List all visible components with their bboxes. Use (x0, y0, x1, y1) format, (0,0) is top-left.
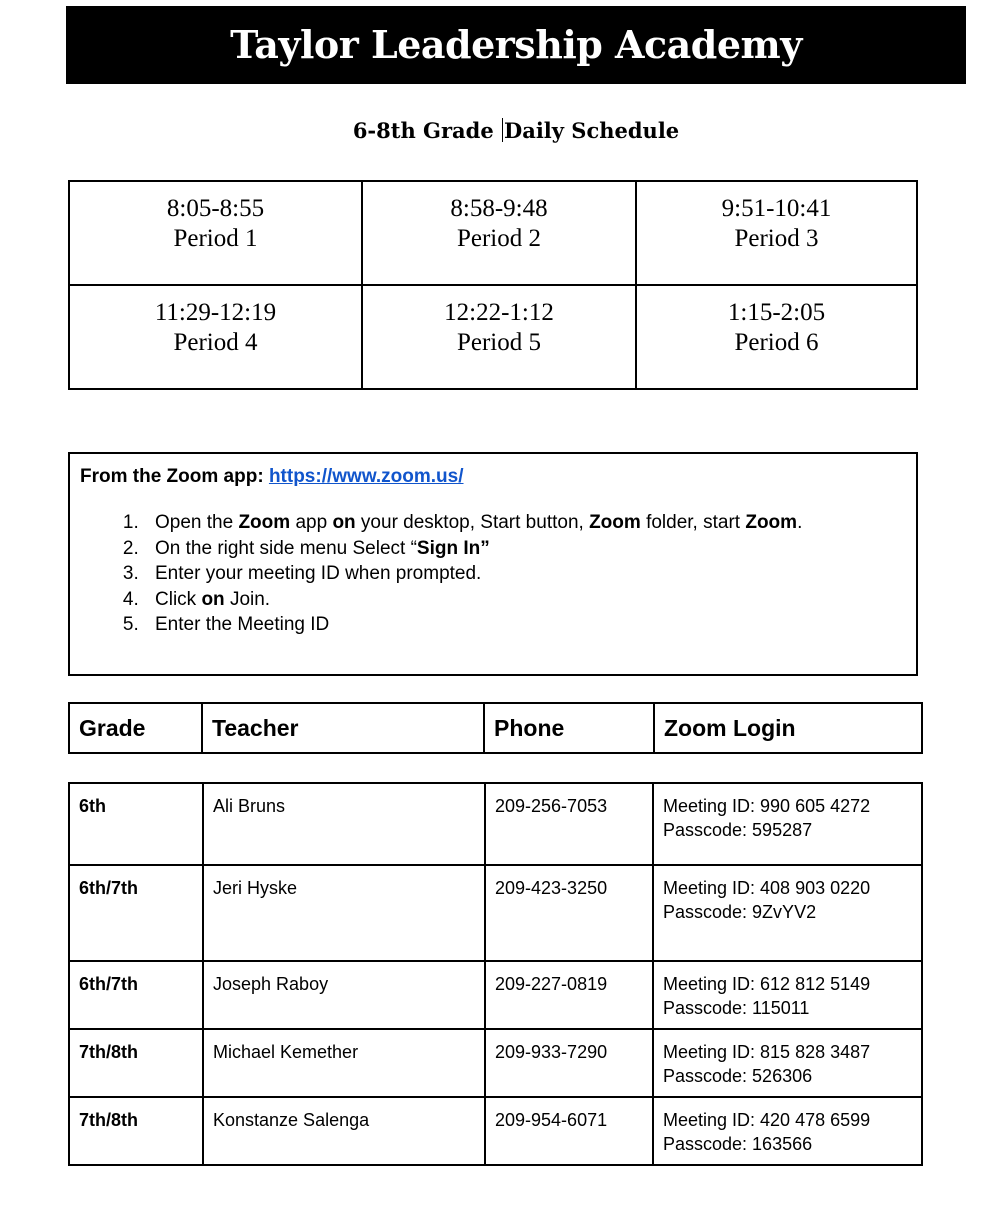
period-time: 1:15-2:05 (727, 299, 826, 326)
zoom-instructions-box (68, 452, 918, 676)
period-cell (636, 181, 917, 285)
school-title: Taylor Leadership Academy (230, 22, 802, 67)
teacher-cell: Ali Bruns (203, 783, 485, 865)
zoom-step-item (144, 612, 802, 638)
period-cell (636, 285, 917, 389)
zoom-step-item (144, 536, 802, 562)
period-time: 8:58-9:48 (450, 195, 548, 222)
zoom-step-text: your desktop, Start button, (355, 512, 590, 533)
zoom-step-item (144, 510, 802, 536)
header-teacher: Teacher (202, 703, 484, 753)
period-cell (362, 285, 636, 389)
zoom-step-text: . (797, 512, 803, 533)
zoom-instructions-heading (80, 466, 464, 488)
table-row (69, 1029, 922, 1097)
schedule-title-part2: Daily Schedule (504, 118, 680, 143)
zoom-step-text: Zoom (745, 512, 798, 533)
phone-cell: 209-933-7290 (485, 1029, 653, 1097)
meeting-id: Meeting ID: 612 812 5149 (663, 974, 871, 994)
zoom-step-text: folder, start (640, 512, 746, 533)
passcode: Passcode: 9ZvYV2 (663, 902, 817, 922)
table-row (69, 961, 922, 1029)
schedule-title (0, 118, 994, 143)
teacher-roster-table (68, 782, 923, 1166)
period-time: 11:29-12:19 (154, 299, 277, 326)
period-row (69, 285, 917, 389)
period-cell (69, 285, 362, 389)
zoom-step-text: Click (155, 588, 202, 610)
period-time: 12:22-1:12 (444, 299, 554, 326)
zoom-login-cell (653, 1097, 922, 1165)
passcode: Passcode: 163566 (663, 1134, 813, 1154)
zoom-login-cell (653, 865, 922, 961)
zoom-login-cell (653, 961, 922, 1029)
zoom-steps-list (80, 510, 802, 638)
period-label: Period 2 (456, 225, 542, 252)
zoom-step-text: Zoom (589, 512, 641, 533)
zoom-login-cell (653, 783, 922, 865)
zoom-website-link[interactable]: https://www.zoom.us/ (268, 466, 464, 487)
header-zoom-login: Zoom Login (654, 703, 922, 753)
passcode: Passcode: 526306 (663, 1066, 813, 1086)
table-row (69, 865, 922, 961)
zoom-login-cell (653, 1029, 922, 1097)
teacher-cell: Joseph Raboy (203, 961, 485, 1029)
header-phone: Phone (484, 703, 654, 753)
phone-cell: 209-954-6071 (485, 1097, 653, 1165)
zoom-step-text: Zoom (238, 512, 291, 533)
teacher-cell: Jeri Hyske (203, 865, 485, 961)
period-schedule-table (68, 180, 918, 390)
phone-cell: 209-256-7053 (485, 783, 653, 865)
period-cell (362, 181, 636, 285)
school-title-banner (66, 6, 966, 84)
meeting-id: Meeting ID: 990 605 4272 (663, 796, 871, 816)
grade-cell: 6th/7th (69, 865, 203, 961)
text-cursor (502, 118, 503, 142)
period-label: Period 4 (173, 329, 258, 356)
period-cell (69, 181, 362, 285)
meeting-id: Meeting ID: 815 828 3487 (663, 1042, 871, 1062)
zoom-step-item (144, 561, 802, 587)
zoom-step-text: Enter your meeting ID when prompted. (155, 563, 482, 584)
zoom-step-text: Join. (224, 588, 271, 610)
grade-cell: 6th/7th (69, 961, 203, 1029)
header-grade: Grade (69, 703, 202, 753)
period-label: Period 3 (734, 225, 819, 252)
period-label: Period 5 (456, 329, 542, 356)
grade-cell: 6th (69, 783, 203, 865)
zoom-step-text: Open the (155, 512, 239, 533)
meeting-id: Meeting ID: 408 903 0220 (663, 878, 871, 898)
zoom-step-item (144, 587, 802, 613)
period-label: Period 1 (173, 225, 258, 252)
table-row (69, 783, 922, 865)
grade-cell: 7th/8th (69, 1097, 203, 1165)
passcode: Passcode: 115011 (663, 998, 810, 1018)
period-time: 9:51-10:41 (721, 195, 832, 222)
period-time: 8:05-8:55 (166, 195, 265, 222)
zoom-step-text: app (290, 512, 333, 533)
table-row (69, 1097, 922, 1165)
zoom-step-text: Sign In” (416, 537, 490, 559)
phone-cell: 209-227-0819 (485, 961, 653, 1029)
zoom-step-text: on (201, 588, 225, 610)
meeting-id: Meeting ID: 420 478 6599 (663, 1110, 871, 1130)
period-label: Period 6 (734, 329, 819, 356)
teacher-cell: Konstanze Salenga (203, 1097, 485, 1165)
phone-cell: 209-423-3250 (485, 865, 653, 961)
period-row (69, 181, 917, 285)
roster-header-row (69, 703, 922, 753)
teacher-cell: Michael Kemether (203, 1029, 485, 1097)
schedule-title-part1: 6-8th Grade (352, 118, 494, 143)
zoom-heading-label: From the Zoom app: (80, 466, 264, 487)
zoom-step-text: Enter the Meeting ID (155, 614, 330, 635)
passcode: Passcode: 595287 (663, 820, 813, 840)
zoom-step-text: On the right side menu Select “ (155, 537, 417, 559)
zoom-step-text: on (332, 512, 356, 533)
roster-header-table (68, 702, 923, 754)
grade-cell: 7th/8th (69, 1029, 203, 1097)
